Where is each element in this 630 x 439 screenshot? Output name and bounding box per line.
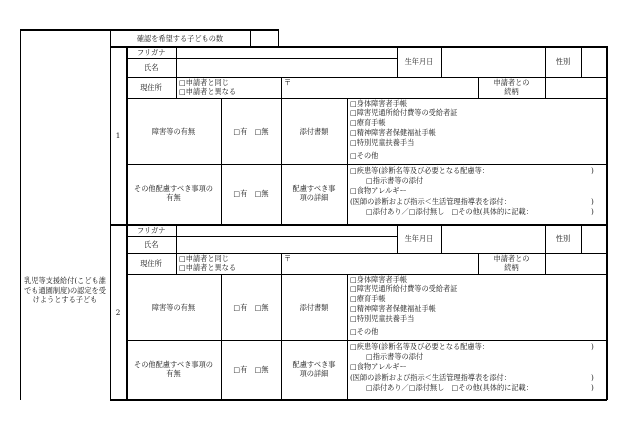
group-label: 乳児等支援給付(こども誰でも通園制度)の認定を受けようとする子ども <box>24 276 106 305</box>
care-line[interactable]: □食物アレルギー <box>350 362 407 371</box>
doc-checkbox[interactable]: □その他 <box>350 327 379 336</box>
doc-checkbox[interactable]: □身体障害者手帳 <box>350 275 408 284</box>
close-paren: ) <box>591 197 594 206</box>
care-line[interactable]: □食物アレルギー <box>350 186 407 195</box>
relation-label: 申請者との続柄 <box>493 78 530 97</box>
address-diff-checkbox[interactable]: □申請者と異なる <box>179 263 237 272</box>
address-label: 現住所 <box>140 83 162 92</box>
doc-checkbox[interactable]: □障害児通所給付費等の受給者証 <box>350 284 458 293</box>
close-paren: ) <box>591 207 594 216</box>
sex-label: 性別 <box>555 234 571 243</box>
children-count-field[interactable] <box>251 30 277 45</box>
dob-field[interactable] <box>442 47 544 76</box>
doc-checkbox[interactable]: □特別児童扶養手当 <box>350 138 415 147</box>
furigana-label: フリガナ <box>137 48 166 57</box>
close-paren: ) <box>591 166 594 175</box>
dob-label: 生年月日 <box>404 234 434 243</box>
care-line: (医師の診断および指示＜生活管理指導表を添付： <box>350 197 511 206</box>
name-label: 氏名 <box>144 240 159 249</box>
doc-checkbox[interactable]: □障害児通所給付費等の受給者証 <box>350 108 458 117</box>
attachment-label: 添付書類 <box>299 303 329 312</box>
close-paren: ) <box>591 383 594 392</box>
disability-yes-no[interactable]: □有 □無 <box>233 303 269 312</box>
address-field[interactable] <box>292 254 477 273</box>
doc-checkbox[interactable]: □特別児童扶養手当 <box>350 314 415 323</box>
care-label: その他配慮すべき事項の有無 <box>134 184 213 203</box>
child-number: 1 <box>115 131 121 140</box>
relation-field[interactable] <box>546 254 605 273</box>
disability-yes-no[interactable]: □有 □無 <box>233 127 269 136</box>
care-line: (医師の診断および指示＜生活管理指導表を添付： <box>350 373 511 382</box>
dob-field[interactable] <box>442 225 544 252</box>
furigana-field[interactable] <box>177 47 396 57</box>
postal-mark: 〒 <box>284 78 292 87</box>
attachment-label: 添付書類 <box>299 127 329 136</box>
address-diff-checkbox[interactable]: □申請者と異なる <box>179 87 237 96</box>
name-field[interactable] <box>177 59 396 76</box>
close-paren: ) <box>591 373 594 382</box>
name-field[interactable] <box>177 237 396 252</box>
furigana-label: フリガナ <box>137 226 166 235</box>
address-same-checkbox[interactable]: □申請者と同じ <box>179 78 229 87</box>
name-label: 氏名 <box>144 63 159 72</box>
relation-label: 申請者との続柄 <box>493 254 530 273</box>
care-line[interactable]: □疾患等(診断名等及び必要となる配慮等： <box>350 166 489 175</box>
address-field[interactable] <box>292 78 477 97</box>
furigana-field[interactable] <box>177 225 396 235</box>
care-yes-no[interactable]: □有 □無 <box>233 189 269 198</box>
sex-label: 性別 <box>555 57 571 66</box>
doc-checkbox[interactable]: □療育手帳 <box>350 294 386 303</box>
care-line[interactable]: □指示書等の添付 <box>366 352 424 361</box>
close-paren: ) <box>591 342 594 351</box>
care-detail-label: 配慮すべき事項の詳細 <box>292 184 336 203</box>
doc-checkbox[interactable]: □療育手帳 <box>350 118 386 127</box>
doc-checkbox[interactable]: □身体障害者手帳 <box>350 99 408 108</box>
care-line[interactable]: □添付あり／□添付無し □その他(具体的に記載： <box>366 207 533 216</box>
child-number: 2 <box>115 308 121 317</box>
disability-label: 障害等の有無 <box>151 303 196 312</box>
sex-field[interactable] <box>582 47 605 76</box>
relation-field[interactable] <box>546 78 605 97</box>
care-line[interactable]: □添付あり／□添付無し □その他(具体的に記載： <box>366 383 533 392</box>
disability-label: 障害等の有無 <box>151 127 196 136</box>
address-label: 現住所 <box>140 259 162 268</box>
doc-checkbox[interactable]: □その他 <box>350 151 379 160</box>
care-yes-no[interactable]: □有 □無 <box>233 365 269 374</box>
postal-mark: 〒 <box>284 254 292 263</box>
address-same-checkbox[interactable]: □申請者と同じ <box>179 254 229 263</box>
sex-field[interactable] <box>582 225 605 252</box>
care-detail-label: 配慮すべき事項の詳細 <box>292 360 336 379</box>
care-label: その他配慮すべき事項の有無 <box>134 360 213 379</box>
care-line[interactable]: □疾患等(診断名等及び必要となる配慮等： <box>350 342 489 351</box>
doc-checkbox[interactable]: □精神障害者保健福祉手帳 <box>350 304 436 313</box>
dob-label: 生年月日 <box>404 57 434 66</box>
doc-checkbox[interactable]: □精神障害者保健福祉手帳 <box>350 128 436 137</box>
care-line[interactable]: □指示書等の添付 <box>366 176 424 185</box>
children-count-label: 確認を希望する子どもの数 <box>136 34 224 43</box>
